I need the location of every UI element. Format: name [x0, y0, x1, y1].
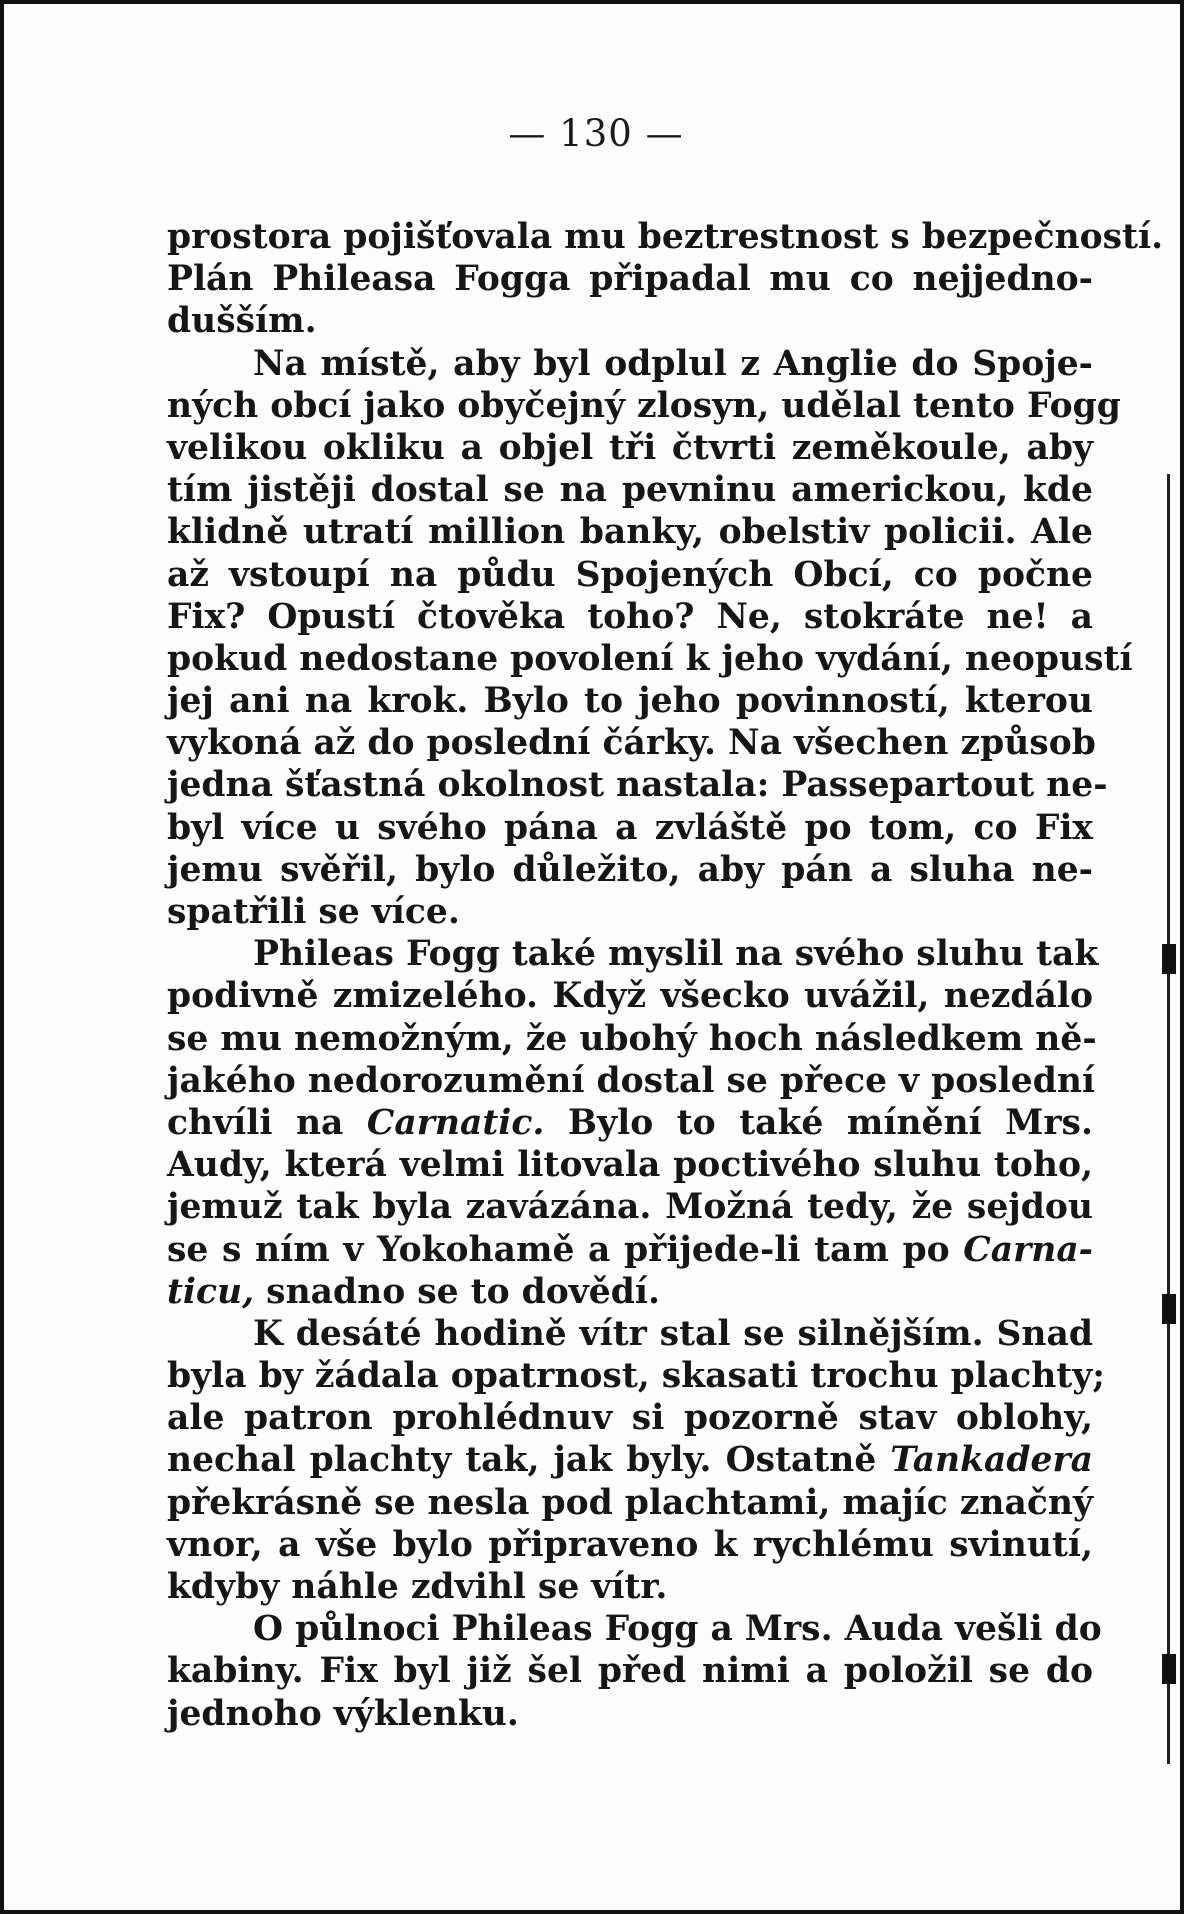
- text-line: jej ani na krok. Bylo to jeho povinností, kterou: [167, 681, 1093, 722]
- text-line: pokud nedostane povolení k jeho vydání, neopustí: [167, 638, 1133, 679]
- text-line: velikou okliku a objel tři čtvrti zeměkoule, aby: [167, 427, 1093, 468]
- text-line: prostora pojišťovala mu beztrestnost s bezpečností.: [167, 217, 1164, 257]
- text-line: Fix? Opustí čtověka toho? Ne, stokráte ne! a: [167, 596, 1093, 637]
- text-line: Plán Phileasa Fogga připadal mu co nejjedno-: [167, 259, 1093, 300]
- line-part: chvíli na: [167, 1102, 367, 1143]
- page-edge-line: [1167, 474, 1170, 1764]
- text-line: byla by žádala opatrnost, skasati trochu plachty;: [167, 1356, 1106, 1397]
- edge-mark: [1162, 944, 1176, 974]
- text-line: [167, 1102, 1093, 1144]
- page-number: — 130 —: [508, 112, 684, 155]
- text-line: [167, 1229, 1093, 1271]
- text-line: spatřili se více.: [167, 892, 460, 932]
- text-line: kabiny. Fix byl již šel před nimi a položil se do: [167, 1651, 1093, 1692]
- line-part: nechal plachty tak, jak byly. Ostatně: [167, 1440, 891, 1481]
- text-line: [167, 1271, 1093, 1313]
- ship-name-italic: Carnatic.: [366, 1102, 545, 1143]
- ship-name-italic: Tankadera: [890, 1440, 1093, 1481]
- line-part: se s ním v Yokohamě a přijede-li tam po: [167, 1229, 964, 1270]
- text-line: byl více u svého pána a zvláště po tom, co Fix: [167, 807, 1093, 848]
- text-line: vnor, a vše bylo připraveno k rychlému svinutí,: [167, 1524, 1093, 1565]
- body-text: [167, 216, 1164, 1735]
- edge-mark: [1162, 1654, 1176, 1684]
- line-part: snadno se to dovědí.: [254, 1271, 660, 1312]
- text-line: vykoná až do poslední čárky. Na všechen způsob: [167, 723, 1096, 764]
- text-line: tím jistěji dostal se na pevninu americkou, kde: [167, 470, 1093, 511]
- text-line: podivně zmizelého. Když všecko uvážil, nezdálo: [167, 976, 1093, 1017]
- text-line: překrásně se nesla pod plachtami, majíc značný: [167, 1482, 1093, 1523]
- text-line: až vstoupí na půdu Spojených Obcí, co počne: [167, 554, 1093, 595]
- text-line: jemu svěřil, bylo důležito, aby pán a sluha ne-: [167, 849, 1093, 890]
- text-line: se mu nemožným, že ubohý hoch následkem ně-: [167, 1018, 1097, 1059]
- text-line: Phileas Fogg také myslil na svého sluhu tak: [253, 934, 1099, 975]
- text-line: jednoho výklenku.: [167, 1693, 519, 1734]
- edge-mark: [1162, 1294, 1176, 1324]
- ship-name-italic: Carna-: [963, 1229, 1093, 1270]
- text-line: K desáté hodině vítr stal se silnějším. Snad: [253, 1313, 1093, 1354]
- text-line: jemuž tak byla zavázána. Možná tedy, že sejdou: [167, 1187, 1093, 1228]
- text-line: jedna šťastná okolnost nastala: Passepartout ne-: [167, 765, 1108, 806]
- ship-name-italic: ticu,: [167, 1271, 255, 1312]
- text-line: kdyby náhle zdvihl se vítr.: [167, 1567, 668, 1607]
- line-part: Bylo to také mínění Mrs.: [544, 1102, 1093, 1143]
- text-line: jakého nedorozumění dostal se přece v poslední: [167, 1060, 1096, 1101]
- text-line: ných obcí jako obyčejný zlosyn, udělal tento Fogg: [167, 385, 1121, 426]
- text-line: ale patron prohlédnuv si pozorně stav oblohy,: [167, 1398, 1093, 1439]
- text-line: klidně utratí million banky, obelstiv policii. Ale: [167, 512, 1093, 553]
- text-line: Audy, která velmi litovala poctivého sluhu toho,: [167, 1145, 1093, 1186]
- text-line: Na místě, aby byl odplul z Anglie do Spoje-: [253, 343, 1093, 384]
- text-line: [167, 1439, 1093, 1481]
- text-line: dušším.: [167, 301, 317, 342]
- text-line: O půlnoci Phileas Fogg a Mrs. Auda vešli do: [253, 1609, 1102, 1650]
